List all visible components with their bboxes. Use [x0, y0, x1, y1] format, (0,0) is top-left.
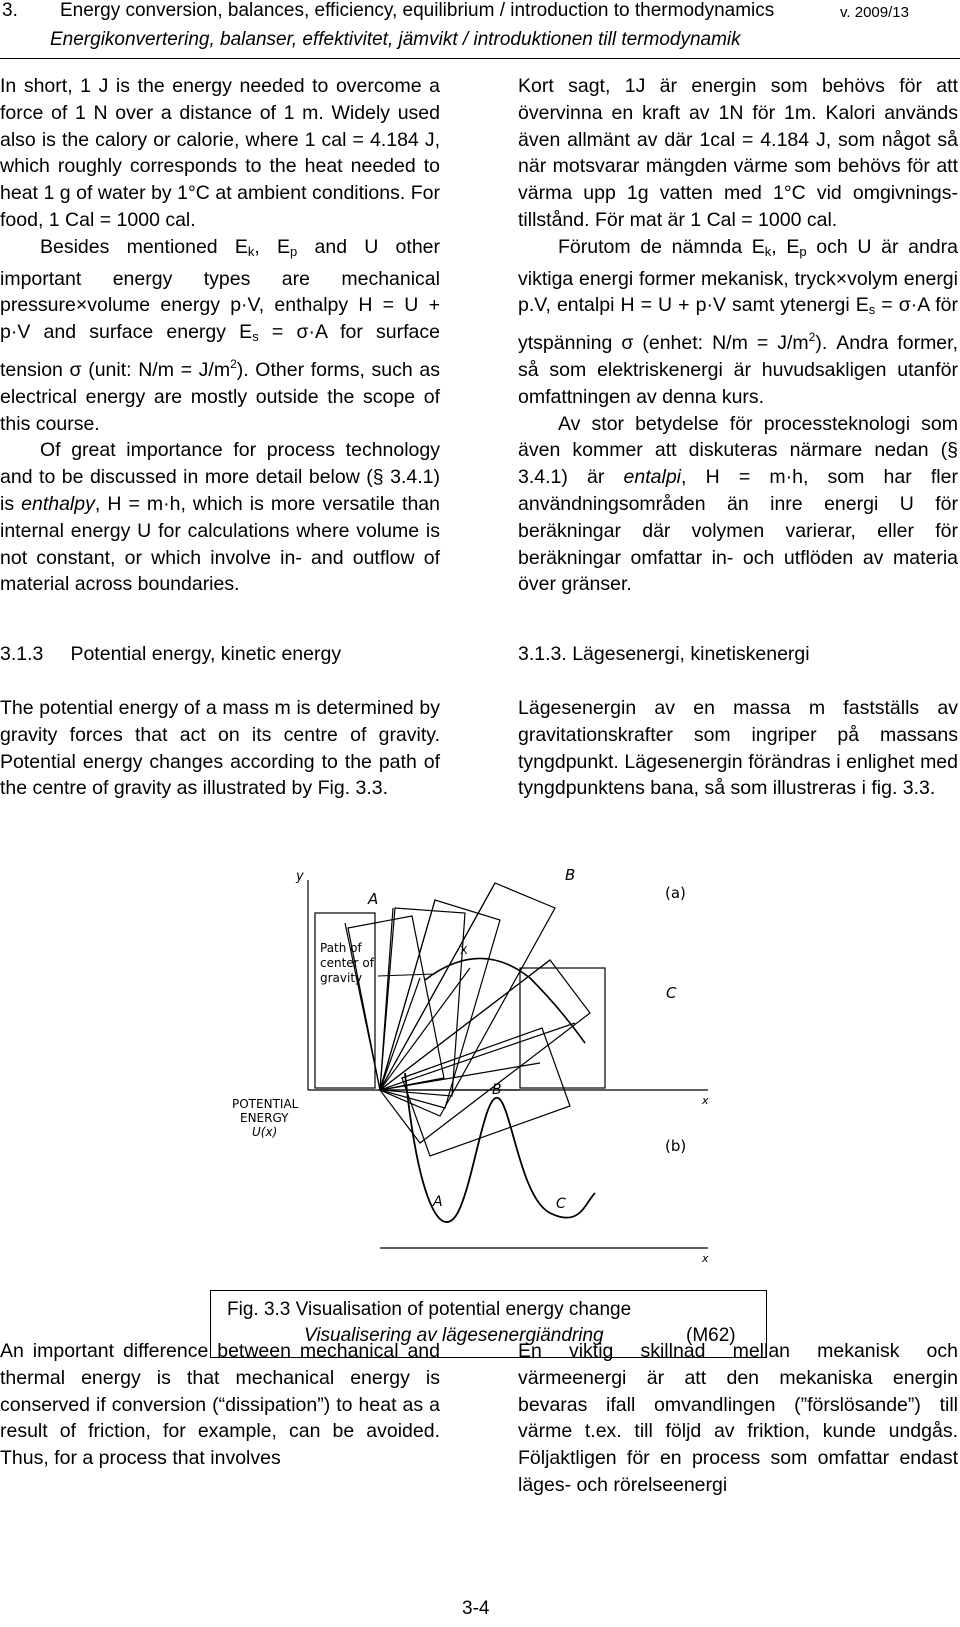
- figure-panel-a: [308, 880, 708, 1156]
- left-p3-emphasis: enthalpy: [21, 492, 95, 515]
- pivot-ray: [380, 1023, 575, 1090]
- right-p2-text-e: ). Andra former, så som elektriskenergi är huvudsakligen utanför omfattningen av denna kurs.: [518, 332, 958, 408]
- figure-caption-box: [210, 1290, 767, 1358]
- left-column-upper: [0, 73, 440, 598]
- block-tilted-1: [348, 916, 444, 1090]
- panel-label-b: (b): [665, 1137, 687, 1155]
- left-column-middle: [0, 695, 440, 802]
- potential-ylabel-line-3: U(x): [252, 1125, 278, 1139]
- subscript-s: s: [252, 329, 259, 345]
- path-label-line-1: Path of: [320, 941, 362, 955]
- right-p3-text-b: , H = m·h, som har fler användningsområden än inre energi U för beräkningar där volymen varierar, eller för beräkningar omfattar in- och utflöden av materia över gränser.: [518, 466, 958, 596]
- figure-panel-b: [380, 1073, 708, 1248]
- label-c-top: C: [666, 984, 677, 1002]
- left-paragraph-1: In short, 1 J is the energy needed to overcome a force of 1 N over a distance of 1 m. Widely used also is the calory or calorie, where 1 cal = 4.184 J, which roughly corresponds to the heat needed to heat 1 g of water by 1°C at ambient conditions. For food, 1 Cal = 1000 cal.: [0, 75, 440, 231]
- header-version: v. 2009/13: [840, 4, 909, 21]
- right-column-middle: [518, 695, 958, 802]
- subscript-s: s: [868, 302, 876, 318]
- left-p3-text-a: Of great importance for process technology and to be discussed in more detail below (§ 3.4.1) is: [0, 439, 440, 515]
- path-callout-arrow: [378, 974, 435, 976]
- x-axis-label: x: [702, 1094, 709, 1107]
- header-title-sv: Energikonvertering, balanser, effektivitet, jämvikt / introduktionen till termodynamik: [50, 29, 741, 50]
- label-c-bottom: C: [556, 1196, 566, 1212]
- left-paragraph-4: The potential energy of a mass m is determined by gravity forces that act on its centre of gravity. Potential energy changes according to the path of the centre of gravity as illustrated by Fig. 3.3.: [0, 697, 440, 800]
- cg-mark: X: [460, 944, 468, 957]
- superscript-2: 2: [230, 356, 237, 371]
- panel-label-a: (a): [665, 884, 686, 902]
- right-paragraph-3: [518, 411, 958, 599]
- right-section-heading: 3.1.3. Lägesenergi, kinetiskenergi: [518, 643, 810, 665]
- label-a-bottom: A: [433, 1194, 443, 1210]
- left-p3-text-b: , H = m·h, which is more versatile than internal energy U for calculations where volume is not constant, or which involve in- and outflow of material across boundaries.: [0, 492, 440, 596]
- path-label-line-2: center of: [320, 956, 374, 970]
- header-rule: [0, 58, 960, 59]
- block-position-a: [315, 913, 375, 1088]
- pivot-ray: [380, 908, 393, 1090]
- subscript-k: k: [764, 243, 772, 259]
- left-paragraph-5: An important difference between mechanical and thermal energy is that mechanical energy is conserved if conversion (“dissipation”) to heat as a result of friction, for example, can be avoided. Thus, for a process that involves: [0, 1340, 440, 1470]
- left-p2-text-e: ). Other forms, such as electrical energy are mostly outside the scope of this course.: [0, 358, 440, 435]
- right-p2-text-d: = σ·A för ytspänning σ (enhet: N/m = J/m: [518, 294, 959, 355]
- figure-3-3: [230, 868, 750, 1278]
- left-column-lower: [0, 1338, 440, 1472]
- caption-line-en: Fig. 3.3 Visualisation of potential energy change: [227, 1299, 632, 1320]
- subscript-p: p: [799, 243, 807, 259]
- page-number: 3-4: [462, 1598, 490, 1619]
- block-position-c: [520, 968, 605, 1088]
- left-p2-text-c: and U other important energy types are mechanical pressure×volume energy p·V, enthalpy H = U + p·V and surface energy E: [0, 235, 441, 344]
- left-p2-text-d: = σ·A for surface tension σ (unit: N/m = J/m: [0, 321, 440, 381]
- right-p2-text-a: Förutom de nämnda E: [558, 235, 765, 258]
- right-column-lower: [518, 1338, 958, 1499]
- potential-x-label: x: [702, 1252, 709, 1265]
- pivot-ray: [380, 883, 495, 1090]
- right-paragraph-4: Lägesenergin av en massa m fastställs av gravitationskrafter som ingriper på massans tyngdpunkt. Lägesenergin förändras i enlighet med tyngdpunktens bana, så som illustreras i fig. 3.3.: [518, 697, 958, 800]
- left-paragraph-2: [0, 234, 440, 438]
- right-p2-text-b: , E: [771, 235, 800, 258]
- potential-ylabel-line-1: POTENTIAL: [232, 1097, 299, 1111]
- right-paragraph-2: [518, 234, 958, 411]
- right-p2-text-c: och U är andra viktiga energi former mekanisk, tryck×volym energi p.V, entalpi H = U + p·V samt ytenergi E: [518, 235, 958, 317]
- left-section-heading: [0, 643, 341, 666]
- right-column-upper: [518, 73, 958, 598]
- left-p2-text-b: , E: [254, 235, 291, 258]
- right-paragraph-1: Kort sagt, 1J är energin som behövs för att övervinna en kraft av 1N för 1m. Kalori används även allmänt av där 1cal = 4.184 J, som något så när motsvarar mängden värme som behövs för att värma upp 1g vatten med 1°C vid omgivnings-tillstånd. För mat är 1 Cal = 1000 cal.: [518, 75, 958, 231]
- right-p3-emphasis: entalpi: [623, 466, 681, 489]
- superscript-2: 2: [808, 330, 816, 345]
- block-tilted-5: [380, 960, 590, 1143]
- right-p3-text-a: Av stor betydelse för processteknologi som även kommer att diskuteras närmare nedan (§ 3.4.1) är: [518, 412, 958, 489]
- left-heading-text: 3.1.3 Potential energy, kinetic energy: [0, 643, 342, 665]
- cg-path: [425, 958, 585, 1043]
- label-b-bottom: B: [492, 1082, 502, 1098]
- caption-line-sv: Visualisering av lägesenergiändring: [304, 1325, 604, 1346]
- label-b-top: B: [565, 868, 576, 884]
- left-paragraph-3: [0, 437, 440, 598]
- subscript-p: p: [290, 243, 298, 259]
- y-axis-label: y: [296, 869, 304, 884]
- header-title-en-text: Energy conversion, balances, efficiency, equilibrium / introduction to thermodynamics: [60, 0, 775, 21]
- chapter-number: 3.: [2, 0, 18, 21]
- page-header: [0, 0, 960, 60]
- caption-code: (M62): [686, 1325, 736, 1346]
- path-label-line-3: gravity: [320, 971, 363, 985]
- label-a-top: A: [368, 890, 379, 908]
- right-paragraph-5: En viktig skillnad mellan mekanisk och värmeenergi är att den mekaniska energin bevaras ifall omvandlingen (”förslösande”) till värme t.ex. till följd av friktion, kunde undgås. Följaktligen för en process som omfattar endast läges- och rörelseenergi: [518, 1340, 958, 1496]
- pivot-ray: [380, 1063, 540, 1090]
- figure-svg: [230, 868, 750, 1278]
- left-p2-text-a: Besides mentioned E: [40, 235, 248, 258]
- header-title-en: [2, 0, 774, 22]
- subscript-k: k: [247, 243, 255, 259]
- potential-ylabel-line-2: ENERGY: [240, 1111, 289, 1125]
